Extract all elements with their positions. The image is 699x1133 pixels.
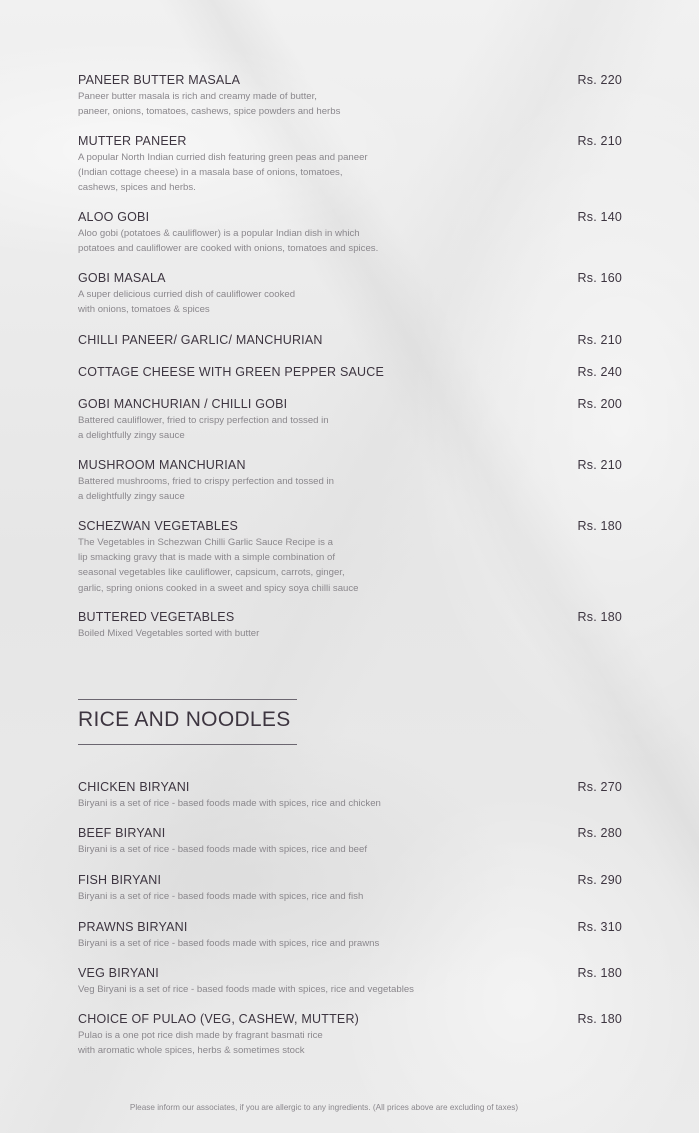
section-title: RICE AND NOODLES [78, 708, 291, 731]
menu-item [78, 920, 622, 951]
menu-item [78, 519, 622, 596]
item-description [78, 413, 622, 443]
item-name: MUSHROOM MANCHURIAN [78, 458, 246, 472]
menu-item [78, 365, 622, 380]
item-description [78, 889, 622, 904]
menu-item [78, 134, 622, 196]
item-description [78, 982, 622, 997]
desc-line: Biryani is a set of rice - based foods made with spices, rice and beef [78, 844, 368, 855]
desc-line: Biryani is a set of rice - based foods made with spices, rice and fish [78, 891, 364, 902]
item-name: FISH BIRYANI [78, 873, 162, 887]
desc-line: Pulao is a one pot rice dish made by fragrant basmati rice [78, 1030, 323, 1041]
menu-item [78, 458, 622, 504]
desc-line: paneer, onions, tomatoes, cashews, spice powders and herbs [78, 106, 341, 118]
menu-item [78, 873, 622, 904]
desc-line: Veg Biryani is a set of rice - based foods made with spices, rice and vegetables [78, 984, 414, 995]
item-price: Rs. 240 [577, 365, 622, 379]
item-description [78, 626, 622, 641]
menu-item [78, 826, 622, 857]
item-description [78, 1028, 622, 1058]
item-description [78, 287, 622, 317]
menu-item [78, 73, 622, 119]
desc-line: A popular North Indian curried dish featuring green peas and paneer [78, 152, 368, 163]
menu-item [78, 966, 622, 997]
item-price: Rs. 210 [577, 333, 622, 347]
menu-item [78, 333, 622, 348]
item-price: Rs. 290 [577, 873, 622, 887]
desc-line: The Vegetables in Schezwan Chilli Garlic Sauce Recipe is a [78, 537, 333, 548]
section-heading [78, 699, 297, 745]
item-description [78, 226, 622, 256]
item-price: Rs. 180 [577, 966, 622, 980]
item-description [78, 842, 622, 857]
item-price: Rs. 160 [577, 271, 622, 285]
menu-item [78, 610, 622, 641]
desc-line: a delightfully zingy sauce [78, 430, 185, 442]
item-price: Rs. 270 [577, 780, 622, 794]
item-description [78, 535, 622, 596]
item-description [78, 796, 622, 811]
desc-line: garlic, spring onions cooked in a sweet and spicy soya chilli sauce [78, 582, 359, 594]
menu-item [78, 271, 622, 317]
item-price: Rs. 180 [577, 519, 622, 533]
item-name: VEG BIRYANI [78, 966, 159, 980]
desc-line: A super delicious curried dish of cauliflower cooked [78, 289, 296, 300]
item-price: Rs. 210 [577, 458, 622, 472]
item-name: CHOICE OF PULAO (VEG, CASHEW, MUTTER) [78, 1012, 360, 1026]
desc-line: (Indian cottage cheese) in a masala base of onions, tomatoes, [78, 167, 343, 179]
item-name: CHICKEN BIRYANI [78, 780, 190, 794]
item-name: MUTTER PANEER [78, 134, 187, 148]
desc-line: Biryani is a set of rice - based foods made with spices, rice and prawns [78, 938, 380, 949]
item-description [78, 474, 622, 504]
allergy-tax-note: Please inform our associates, if you are allergic to any ingredients. (All prices above are excluding of taxes) [129, 1103, 519, 1112]
desc-line: with aromatic whole spices, herbs & sometimes stock [78, 1045, 305, 1057]
desc-line: with onions, tomatoes & spices [78, 304, 210, 316]
desc-line: Battered cauliflower, fried to crispy perfection and tossed in [78, 415, 329, 426]
menu-item [78, 397, 622, 443]
desc-line: Battered mushrooms, fried to crispy perfection and tossed in [78, 476, 334, 487]
item-price: Rs. 280 [577, 826, 622, 840]
item-name: GOBI MANCHURIAN / CHILLI GOBI [78, 397, 288, 411]
item-price: Rs. 200 [577, 397, 622, 411]
desc-line: Paneer butter masala is rich and creamy made of butter, [78, 91, 317, 102]
desc-line: potatoes and cauliflower are cooked with onions, tomatoes and spices. [78, 243, 379, 255]
desc-line: Biryani is a set of rice - based foods made with spices, rice and chicken [78, 798, 381, 809]
item-price: Rs. 220 [577, 73, 622, 87]
item-description [78, 89, 622, 119]
desc-line: Aloo gobi (potatoes & cauliflower) is a popular Indian dish in which [78, 228, 360, 239]
item-name: PRAWNS BIRYANI [78, 920, 188, 934]
desc-line: Boiled Mixed Vegetables sorted with butter [78, 628, 260, 639]
menu-item [78, 780, 622, 811]
item-name: BEEF BIRYANI [78, 826, 166, 840]
item-name: PANEER BUTTER MASALA [78, 73, 241, 87]
item-price: Rs. 140 [577, 210, 622, 224]
menu-item [78, 1012, 622, 1058]
item-description [78, 150, 622, 196]
desc-line: cashews, spices and herbs. [78, 182, 196, 194]
item-name: ALOO GOBI [78, 210, 150, 224]
item-name: COTTAGE CHEESE WITH GREEN PEPPER SAUCE [78, 365, 385, 379]
item-name: GOBI MASALA [78, 271, 166, 285]
desc-line: a delightfully zingy sauce [78, 491, 185, 503]
desc-line: seasonal vegetables like cauliflower, capsicum, carrots, ginger, [78, 567, 345, 579]
section-rule-top [78, 699, 297, 700]
section-rule-bottom [78, 744, 297, 745]
menu-item [78, 210, 622, 256]
item-price: Rs. 210 [577, 134, 622, 148]
item-name: CHILLI PANEER/ GARLIC/ MANCHURIAN [78, 333, 323, 347]
item-description [78, 936, 622, 951]
item-name: SCHEZWAN VEGETABLES [78, 519, 239, 533]
item-price: Rs. 180 [577, 1012, 622, 1026]
desc-line: lip smacking gravy that is made with a simple combination of [78, 552, 336, 564]
item-price: Rs. 310 [577, 920, 622, 934]
item-name: BUTTERED VEGETABLES [78, 610, 235, 624]
item-price: Rs. 180 [577, 610, 622, 624]
